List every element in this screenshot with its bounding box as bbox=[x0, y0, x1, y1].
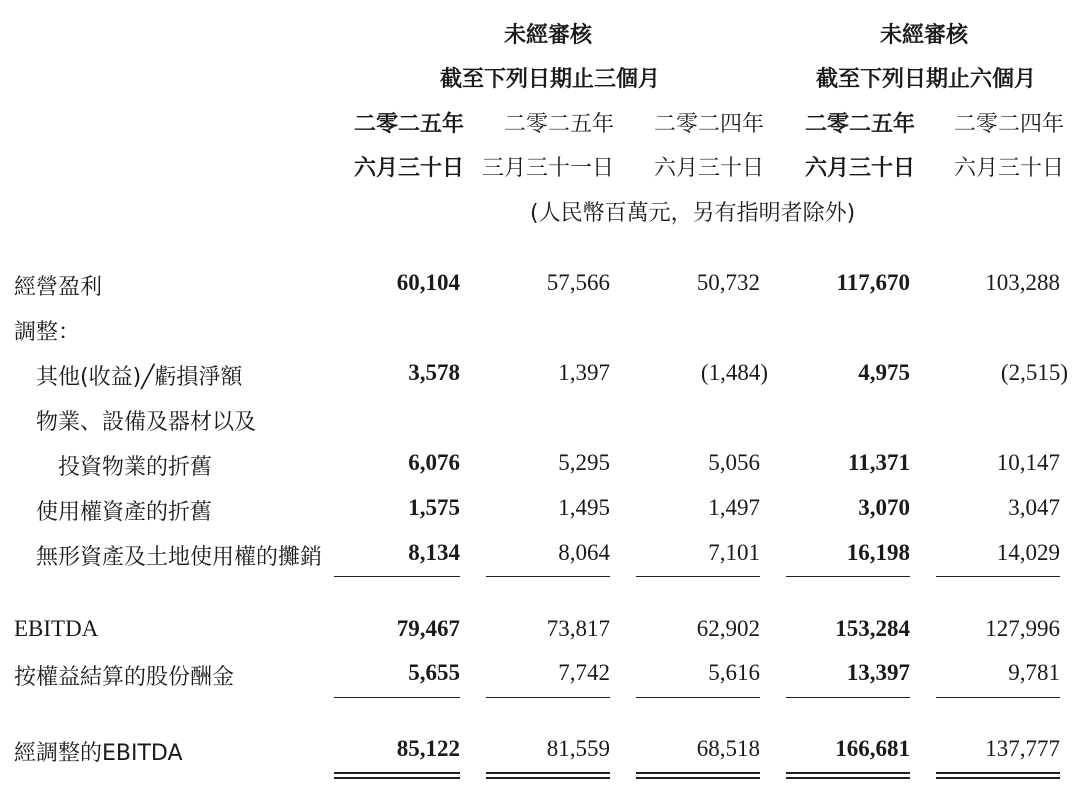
cell-r9-c3: 166,681 bbox=[835, 736, 910, 761]
cell-r4-c0: 6,076 bbox=[408, 450, 460, 475]
double-rule-c1 bbox=[486, 772, 610, 774]
cell-r8-c1: 7,742 bbox=[558, 660, 610, 685]
cell-r8-c4: 9,781 bbox=[1008, 660, 1060, 685]
row-label-property-equipment: 物業、設備及器材以及 bbox=[36, 410, 257, 435]
double-rule-c4 bbox=[936, 772, 1060, 774]
cell-r5-c1: 1,495 bbox=[558, 495, 610, 520]
cell-r5-c0: 1,575 bbox=[408, 495, 460, 520]
row-label-ebitda: EBITDA bbox=[14, 616, 99, 641]
cell-r6-c1: 8,064 bbox=[558, 540, 610, 565]
col5-date: 六月三十日 bbox=[954, 156, 1065, 181]
col4-year: 二零二五年 bbox=[805, 112, 916, 137]
cell-r4-c2: 5,056 bbox=[708, 450, 760, 475]
col2-date: 三月三十一日 bbox=[482, 156, 615, 181]
col2-year: 二零二五年 bbox=[504, 112, 615, 137]
rule-total-c0 bbox=[334, 697, 460, 698]
row-label-operating-profit: 經營盈利 bbox=[14, 275, 103, 300]
col3-year: 二零二四年 bbox=[654, 112, 765, 137]
cell-r2-c0: 3,578 bbox=[408, 360, 460, 385]
cell-r5-c3: 3,070 bbox=[858, 495, 910, 520]
cell-r9-c2: 68,518 bbox=[696, 736, 760, 761]
group2-subtitle: 截至下列日期止六個月 bbox=[816, 67, 1037, 92]
cell-r7-c4: 127,996 bbox=[985, 616, 1060, 641]
row-label-right-of-use-depreciation: 使用權資產的折舊 bbox=[36, 500, 213, 525]
cell-r8-c3: 13,397 bbox=[846, 660, 910, 685]
row-label-share-based-comp: 按權益結算的股份酬金 bbox=[14, 665, 235, 690]
cell-r8-c2: 5,616 bbox=[708, 660, 760, 685]
cell-r0-c4: 103,288 bbox=[985, 270, 1060, 295]
cell-r9-c1: 81,559 bbox=[546, 736, 610, 761]
row-label-intangible-amortisation: 無形資產及土地使用權的攤銷 bbox=[36, 545, 323, 570]
row-label-investment-property-depreciation: 投資物業的折舊 bbox=[58, 455, 213, 480]
cell-r7-c1: 73,817 bbox=[546, 616, 610, 641]
cell-r2-c3: 4,975 bbox=[858, 360, 910, 385]
cell-r4-c3: 11,371 bbox=[848, 450, 910, 475]
col1-year: 二零二五年 bbox=[354, 112, 465, 137]
cell-r7-c3: 153,284 bbox=[835, 616, 910, 641]
cell-r9-c0: 85,122 bbox=[396, 736, 460, 761]
cell-r0-c0: 60,104 bbox=[396, 270, 460, 295]
col3-date: 六月三十日 bbox=[654, 156, 765, 181]
row-label-adjusted-ebitda: 經調整的EBITDA bbox=[14, 741, 183, 766]
cell-r2-c2: (1,484) bbox=[700, 360, 768, 385]
rule-total-c4 bbox=[936, 697, 1060, 698]
group1-subtitle: 截至下列日期止三個月 bbox=[440, 67, 661, 92]
cell-r6-c3: 16,198 bbox=[846, 540, 910, 565]
rule-subtotal-c3 bbox=[786, 576, 910, 577]
group2-title: 未經審核 bbox=[880, 23, 969, 48]
cell-r8-c0: 5,655 bbox=[408, 660, 460, 685]
cell-r7-c0: 79,467 bbox=[396, 616, 460, 641]
cell-r7-c2: 62,902 bbox=[696, 616, 760, 641]
rule-subtotal-c1 bbox=[486, 576, 610, 577]
cell-r5-c4: 3,047 bbox=[1008, 495, 1060, 520]
rule-total-c2 bbox=[636, 697, 760, 698]
col1-date: 六月三十日 bbox=[354, 156, 465, 181]
double-rule-c3 bbox=[786, 772, 910, 774]
row-label-other-gains: 其他(收益)╱虧損淨額 bbox=[36, 365, 243, 390]
cell-r4-c4: 10,147 bbox=[996, 450, 1060, 475]
cell-r6-c0: 8,134 bbox=[408, 540, 460, 565]
col5-year: 二零二四年 bbox=[954, 112, 1065, 137]
cell-r0-c2: 50,732 bbox=[696, 270, 760, 295]
cell-r6-c2: 7,101 bbox=[708, 540, 760, 565]
col4-date: 六月三十日 bbox=[805, 156, 916, 181]
unit-note: (人民幣百萬元，另有指明者除外) bbox=[530, 201, 856, 226]
row-label-adjustments: 調整： bbox=[14, 320, 81, 345]
cell-r6-c4: 14,029 bbox=[996, 540, 1060, 565]
cell-r5-c2: 1,497 bbox=[708, 495, 760, 520]
double-rule-c0 bbox=[334, 772, 460, 774]
group1-title: 未經審核 bbox=[504, 23, 593, 48]
rule-subtotal-c0 bbox=[334, 576, 460, 577]
cell-r0-c3: 117,670 bbox=[836, 270, 910, 295]
rule-total-c3 bbox=[786, 697, 910, 698]
cell-r2-c1: 1,397 bbox=[558, 360, 610, 385]
cell-r9-c4: 137,777 bbox=[985, 736, 1060, 761]
rule-subtotal-c2 bbox=[636, 576, 760, 577]
cell-r4-c1: 5,295 bbox=[558, 450, 610, 475]
cell-r0-c1: 57,566 bbox=[546, 270, 610, 295]
rule-total-c1 bbox=[486, 697, 610, 698]
rule-subtotal-c4 bbox=[936, 576, 1060, 577]
cell-r2-c4: (2,515) bbox=[1000, 360, 1068, 385]
double-rule-c2 bbox=[636, 772, 760, 774]
